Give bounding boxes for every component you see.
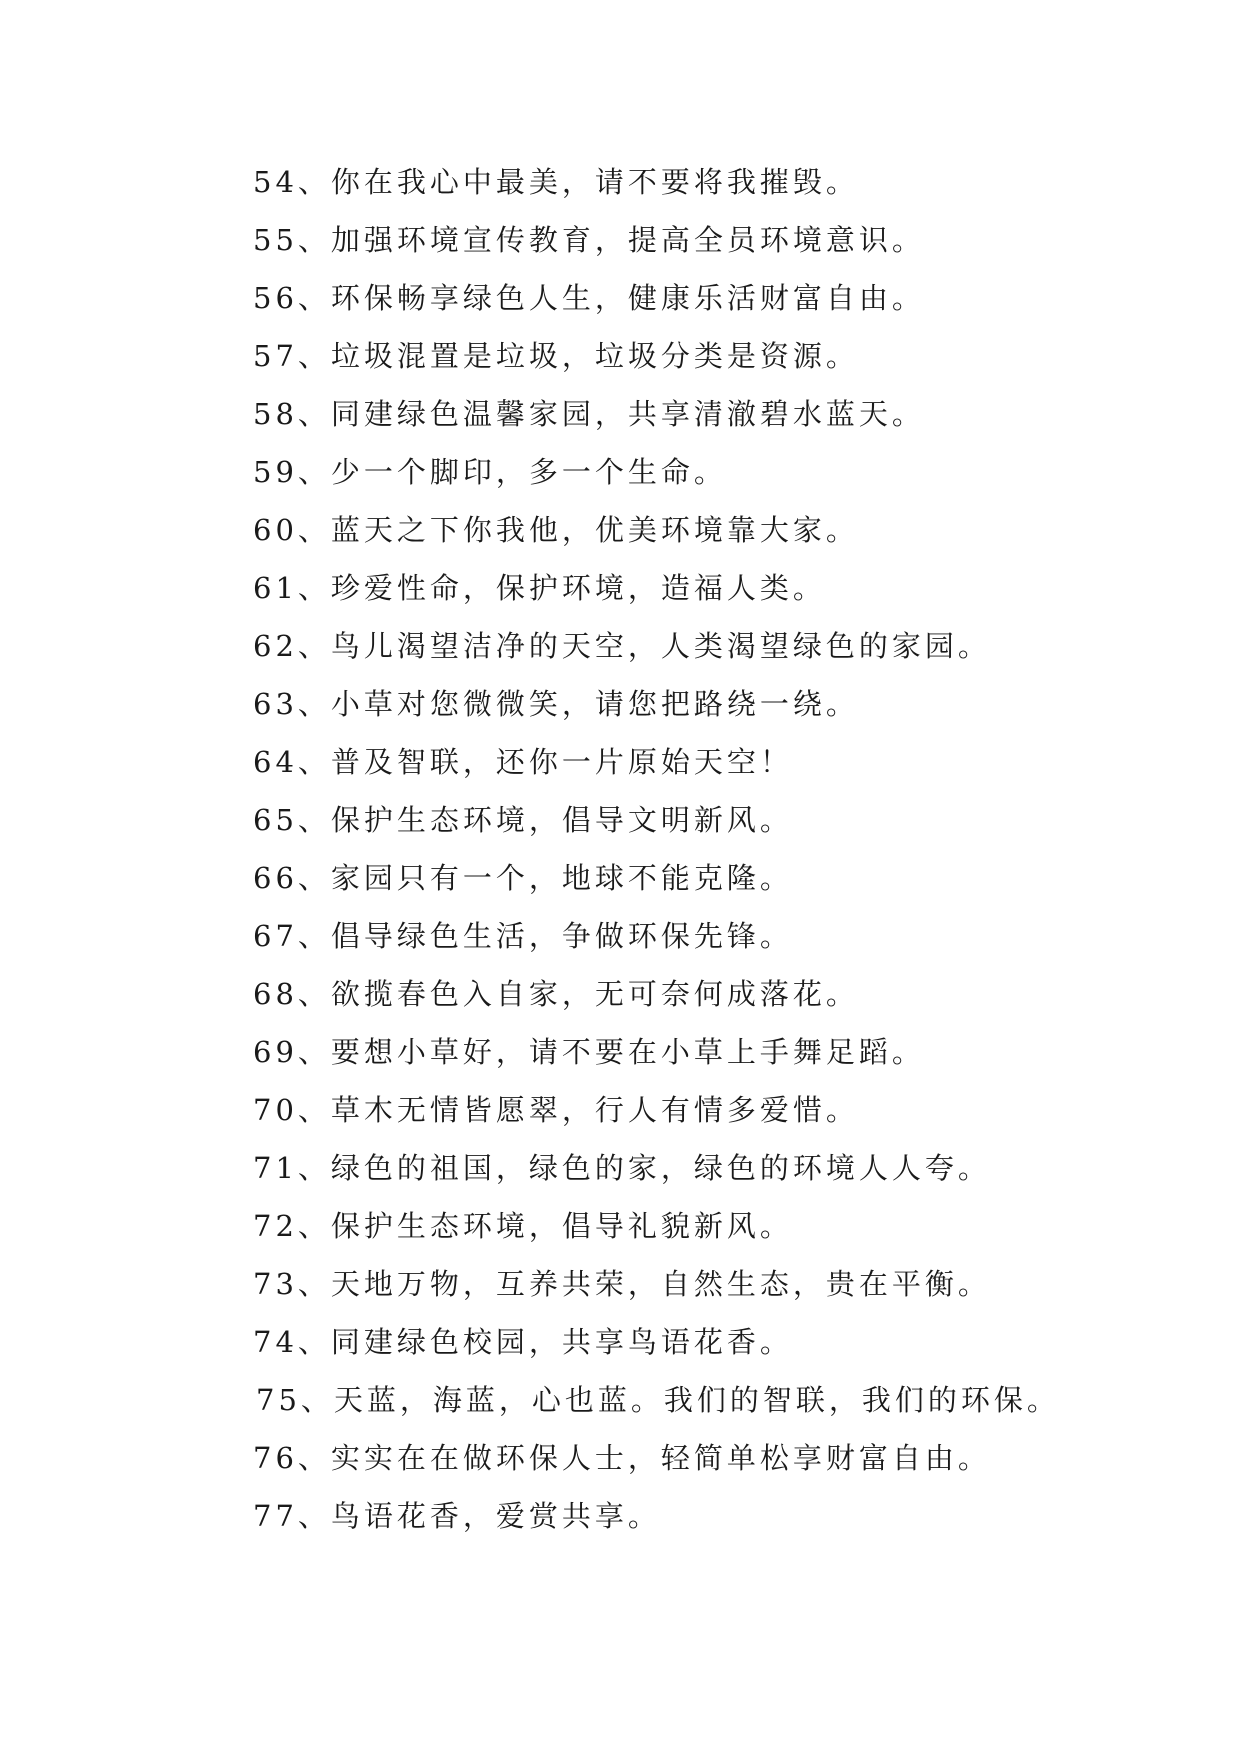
slogan-line: 60、蓝天之下你我他，优美环境靠大家。 (253, 513, 859, 547)
slogan-line: 56、环保畅享绿色人生，健康乐活财富自由。 (253, 281, 925, 315)
slogan-line: 65、保护生态环境，倡导文明新风。 (253, 803, 793, 837)
slogan-line: 55、加强环境宣传教育，提高全员环境意识。 (253, 223, 925, 257)
slogan-line: 63、小草对您微微笑，请您把路绕一绕。 (253, 687, 859, 721)
slogan-list (253, 162, 1060, 1554)
slogan-line: 62、鸟儿渴望洁净的天空，人类渴望绿色的家园。 (253, 629, 991, 663)
slogan-line: 74、同建绿色校园，共享鸟语花香。 (253, 1325, 793, 1359)
slogan-line: 67、倡导绿色生活，争做环保先锋。 (253, 919, 793, 953)
slogan-line: 57、垃圾混置是垃圾，垃圾分类是资源。 (253, 339, 859, 373)
slogan-line: 71、绿色的祖国，绿色的家，绿色的环境人人夸。 (253, 1151, 991, 1185)
slogan-line: 58、同建绿色温馨家园，共享清澈碧水蓝天。 (253, 397, 925, 431)
slogan-line: 73、天地万物，互养共荣，自然生态，贵在平衡。 (253, 1267, 991, 1301)
slogan-line: 61、珍爱性命，保护环境，造福人类。 (253, 571, 826, 605)
slogan-line: 72、保护生态环境，倡导礼貌新风。 (253, 1209, 793, 1243)
slogan-line: 70、草木无情皆愿翠，行人有情多爱惜。 (253, 1093, 859, 1127)
slogan-line: 64、普及智联，还你一片原始天空！ (253, 745, 793, 779)
slogan-line: 68、欲揽春色入自家，无可奈何成落花。 (253, 977, 859, 1011)
slogan-line: 54、你在我心中最美，请不要将我摧毁。 (253, 165, 859, 199)
slogan-line: 77、鸟语花香，爱赏共享。 (253, 1499, 661, 1533)
slogan-line: 76、实实在在做环保人士，轻简单松享财富自由。 (253, 1441, 991, 1475)
slogan-line: 59、少一个脚印，多一个生命。 (253, 455, 727, 489)
slogan-line: 66、家园只有一个，地球不能克隆。 (253, 861, 793, 895)
slogan-line: 69、要想小草好，请不要在小草上手舞足蹈。 (253, 1035, 925, 1069)
slogan-line: 75、天蓝，海蓝，心也蓝。我们的智联，我们的环保。 (256, 1383, 1060, 1417)
